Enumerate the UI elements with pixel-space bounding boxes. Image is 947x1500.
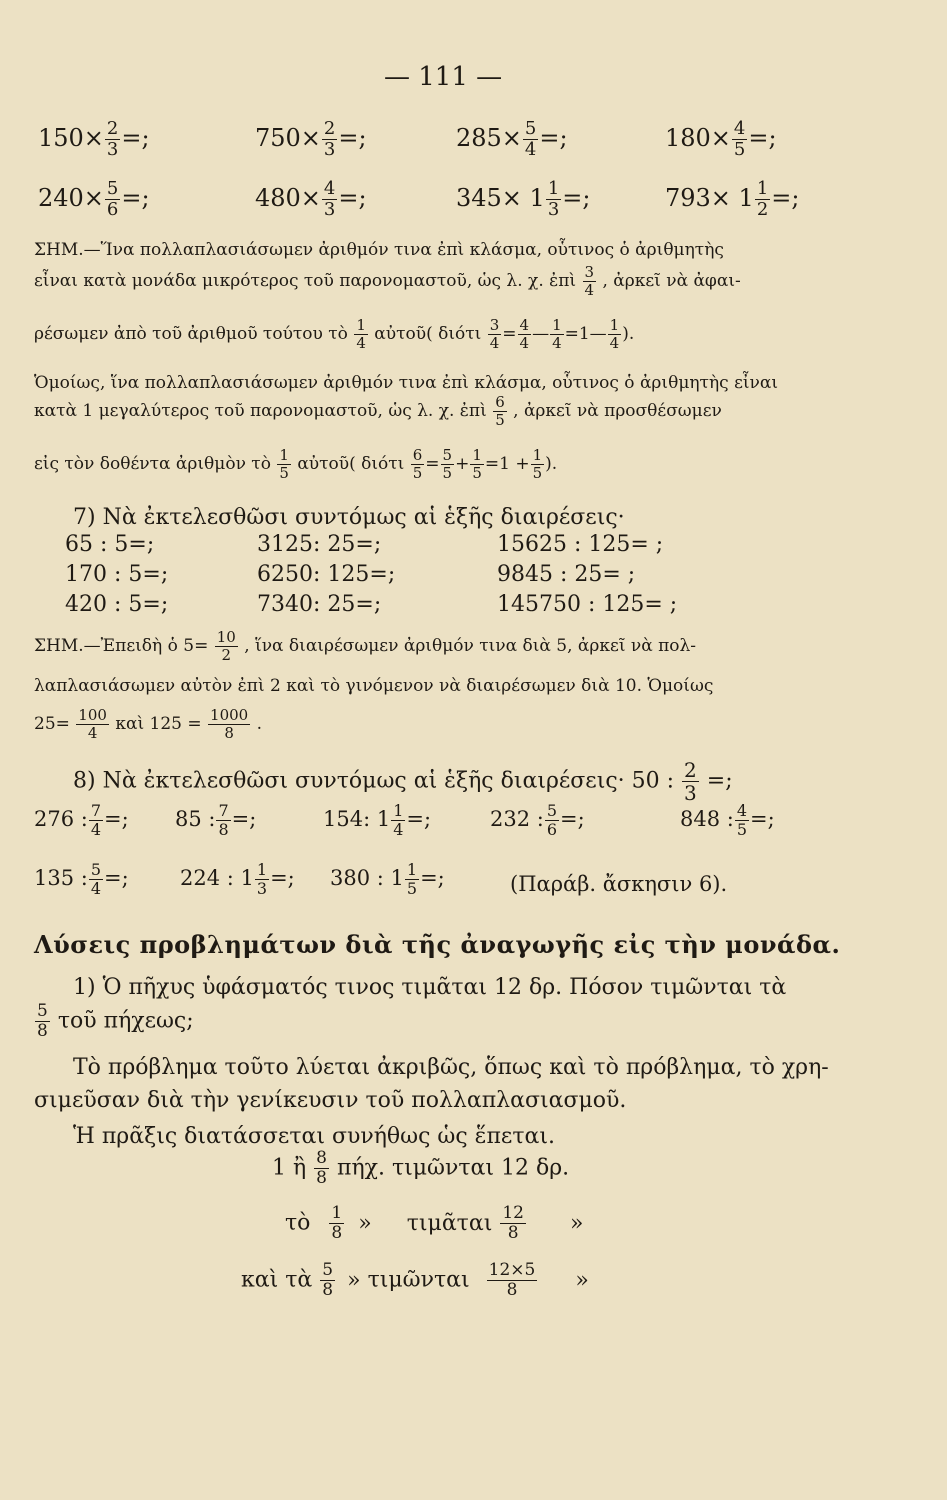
ex8-row1-item-4: 848 : $\frac{4}{5}$ =; [680,801,775,839]
ex6-row1-item-1: 750× $\frac{2}{3}$ =; [255,118,367,160]
note-3-line-1: ΣΗΜ.—Ἐπειδὴ ὁ 5= $\frac{10}{2}$ , ἵνα διαιρέσωμεν ἀριθμόν τινα διὰ 5, ἀρκεῖ νὰ πολ- [34,628,697,664]
ex8-row1-item-2: 154: 1 $\frac{1}{4}$ =; [323,801,432,839]
ex8-row1-item-3: 232 : $\frac{5}{6}$ =; [490,801,585,839]
note-1-line-3: ρέσωμεν ἀπὸ τοῦ ἀριθμοῦ τούτου τὸ $\frac{1}{4}$ αὐτοῦ( διότι $\frac{3}{4}$ = $\frac{4}{4}$ — $\frac{1}{4}$ =1— $\frac{1}{4}$ ). [34,316,635,352]
ex7-cell: 7340: 25=; [257,592,382,617]
ex6-row1-item-3: 180× $\frac{4}{5}$ =; [665,118,777,160]
ex7-cell: 15625 : 125= ; [497,532,664,557]
ex7-cell: 65 : 5=; [65,532,155,557]
note-1-line-2: εἶναι κατὰ μονάδα μικρότερος τοῦ παρονομαστοῦ, ὡς λ. χ. ἐπὶ $\frac{3}{4}$ , ἀρκεῖ νὰ ἀφαι- [34,263,741,299]
ex7-cell: 420 : 5=; [65,592,169,617]
ex8-row1-item-0: 276 : $\frac{7}{4}$ =; [34,801,129,839]
ex6-row2-item-0: 240× $\frac{5}{6}$ =; [38,178,150,220]
problem-1-line-2: $\frac{5}{8}$ τοῦ πήχεως; [37,1001,194,1041]
ex7-cell: 170 : 5=; [65,562,169,587]
ex8-row2-item-2: 380 : 1 $\frac{1}{5}$ =; [330,860,445,898]
solution-row-2: τὸ $\frac{1}{8}$ » τιμᾶται $\frac{12}{8}$ » [285,1203,584,1243]
ex7-cell: 145750 : 125= ; [497,592,678,617]
section-heading: Λύσεις προβλημάτων διὰ τῆς ἀναγωγῆς εἰς τὴν μονάδα. [34,930,841,959]
problem-1-paragraph-3: Ἡ πρᾶξις διατάσσεται συνήθως ὡς ἕπεται. [73,1124,555,1149]
problem-1-paragraph-1: Τὸ πρόβλημα τοῦτο λύεται ἀκριβῶς, ὅπως καὶ τὸ πρόβλημα, τὸ χρη- [73,1055,829,1080]
problem-1-line-1: 1) Ὁ πῆχυς ὑφάσματός τινος τιμᾶται 12 δρ. Πόσον τιμῶνται τὰ [73,975,787,1000]
ex8-row2-reference: (Παράβ. ἄσκησιν 6). [510,872,728,896]
ex8-row1-item-1: 85 : $\frac{7}{8}$ =; [175,801,257,839]
note-3-line-2: λαπλασιάσωμεν αὐτὸν ἐπὶ 2 καὶ τὸ γινόμενον νὰ διαιρέσωμεν διὰ 10. Ὁμοίως [34,676,714,696]
exercise-8-title: 8) Νὰ ἐκτελεσθῶσι συντόμως αἱ ἑξῆς διαιρέσεις· 50 : $\frac{2}{3}$ =; [73,758,733,805]
ex7-cell: 9845 : 25= ; [497,562,636,587]
note-2-line-1: Ὁμοίως, ἵνα πολλαπλασιάσωμεν ἀριθμόν τινα ἐπὶ κλάσμα, οὗτινος ὁ ἀριθμητὴς εἶναι [34,373,779,393]
solution-row-3: καὶ τὰ $\frac{5}{8}$ » τιμῶνται $\frac{12\times 5}{8}$ » [241,1260,589,1300]
page-number: — 111 — [384,62,503,92]
ex6-row2-item-2: 345× 1 $\frac{1}{3}$ =; [456,178,591,220]
note-3-line-3: 25= $\frac{100}{4}$ καὶ 125 = $\frac{1000}{8}$ . [34,706,263,742]
ex7-cell: 6250: 125=; [257,562,396,587]
exercise-7-title: 7) Νὰ ἐκτελεσθῶσι συντόμως αἱ ἑξῆς διαιρέσεις· [73,505,625,530]
note-1-line-1: ΣΗΜ.—Ἵνα πολλαπλασιάσωμεν ἀριθμόν τινα ἐπὶ κλάσμα, οὗτινος ὁ ἀριθμητὴς [34,240,724,260]
ex8-row2-item-1: 224 : 1 $\frac{1}{3}$ =; [180,860,295,898]
ex6-row1-item-2: 285× $\frac{5}{4}$ =; [456,118,568,160]
problem-1-paragraph-2: σιμεῦσαν διὰ τὴν γενίκευσιν τοῦ πολλαπλασιασμοῦ. [34,1088,627,1113]
solution-row-1: 1 ἢ $\frac{8}{8}$ πήχ. τιμῶνται 12 δρ. [272,1148,570,1188]
ex8-row2-item-0: 135 : $\frac{5}{4}$ =; [34,860,129,898]
note-2-line-2: κατὰ 1 μεγαλύτερος τοῦ παρονομαστοῦ, ὡς λ. χ. ἐπὶ $\frac{6}{5}$ , ἀρκεῖ νὰ προσθέσωμεν [34,393,722,429]
ex7-cell: 3125: 25=; [257,532,382,557]
ex6-row2-item-3: 793× 1 $\frac{1}{2}$ =; [665,178,800,220]
ex6-row2-item-1: 480× $\frac{4}{3}$ =; [255,178,367,220]
note-2-line-3: εἰς τὸν δοθέντα ἀριθμὸν τὸ $\frac{1}{5}$ αὐτοῦ( διότι $\frac{6}{5}$ = $\frac{5}{5}$ + $\frac{1}{5}$ =1 + $\frac{1}{5}$ ). [34,446,558,482]
ex6-row1-item-0: 150× $\frac{2}{3}$ =; [38,118,150,160]
